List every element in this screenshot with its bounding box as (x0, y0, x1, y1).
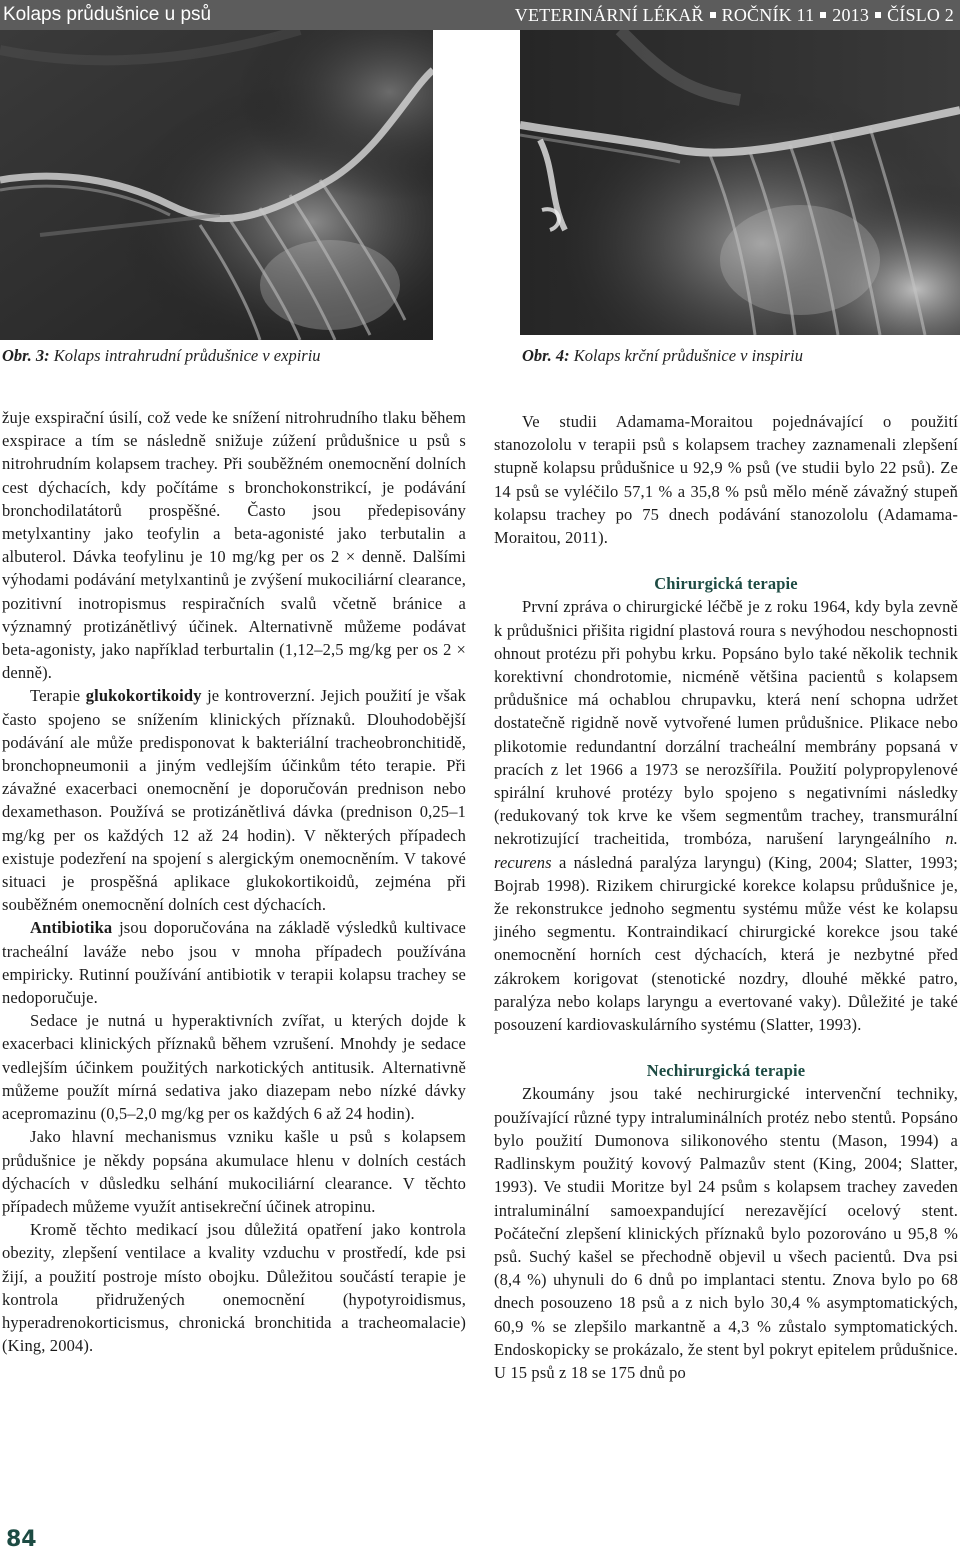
paragraph-glucocorticoids (2, 684, 466, 916)
journal-year: 2013 (832, 5, 870, 25)
figure-3-caption-text: Kolaps intrahrudní průdušnice v expiriu (53, 346, 321, 365)
term-n-recurens: n. recurens (494, 829, 958, 872)
journal-issue: ČÍSLO 2 (887, 5, 954, 25)
paragraph-stanozolol-study: Ve studii Adamama-Moraitou pojednávající o použití stanozololu v terapii psů s kolapsem trachey zaznamenali zlepšení stupně kolapsu průdušnice u 92,9 % psů (ve studii bylo 22 psů). Ze 14 psů se vyléčilo 57,1 % a 35,8 % psů mělo méně závažný stupeň kolapsu trachey po 75 dnech podávání stanozololu (Adamama-Moraitou, 2011). (494, 412, 958, 548)
left-column (2, 406, 466, 1357)
paragraph-antibiotics (2, 916, 466, 1009)
heading-nonsurgical-therapy: Nechirurgická terapie (646, 1061, 806, 1081)
section-title: Kolaps průdušnice u psů (3, 4, 212, 25)
xray-figure-4 (520, 30, 960, 335)
figure-4-label: Obr. 4: (522, 346, 570, 365)
paragraph-surgical-therapy (494, 595, 958, 1036)
page-number: 84 (6, 1527, 37, 1552)
xray-image-4 (520, 30, 960, 335)
right-column (494, 410, 958, 1384)
paragraph-nonsurgical-therapy: Zkoumány jsou také nechirurgické intervenční techniky, používající různé typy intraluminálních protéz nebo stentů. Popsáno bylo použití Dumonova silikonového stentu (Mason, 1994) a Radlinskym použitý kovový Palmazův stent (King, 2004; Slatter, 1993). Ve studii Moritze byl 24 psům s kolapsem trachey zaveden intraluminální samoexpandující nerezavějící ocelový stent. Počáteční zlepšení klinických příznaků bylo pozorováno u 95,8 % psů. Suchý kašel se přechodně objevil u všech pacientů. Dva psi (8,4 %) uhynuli do 6 dnů po implantaci stentu. Znova bylo po 68 dnech posouzeno 18 psů a z nich bylo 30,4 % asymptomatických, 60,9 % se zlepšilo markantně a 4,3 % zůstalo symptomatických. Endoskopicky se prokázalo, že stent byl pokryt epitelem průdušnice. U 15 psů z 18 se 175 dnů po (494, 1084, 958, 1382)
xray-figure-3 (0, 30, 433, 340)
paragraph-supportive-measures: Kromě těchto medikací jsou důležitá opatření jako kontrola obezity, zlepšení ventilace a kvality vzduchu v prostředí, kde psi žijí, a použití postroje místo obojku. Důležitou součástí terapie je kontrola přidružených onemocnění (hypotyroidismus, hyperadrenokorticismus, chronická bronchitida a tracheomalacie) (King, 2004). (2, 1220, 466, 1356)
journal-name: VETERINÁRNÍ LÉKAŘ (514, 5, 704, 25)
running-header (0, 0, 960, 30)
paragraph-sedation: Sedace je nutná u hyperaktivních zvířat, u kterých dojde k exacerbaci klinických příznaků během vzrušení. Mnohdy je sedace vedlejším účinkem použitých narkotických antitusik. Alternativně můžeme použít mírná sedativa jako diazepam nebo nízké dávky acepromazinu (0,5–2,0 mg/kg per os každých 6 až 24 hodin). (2, 1011, 466, 1124)
text-span: jsou doporučována na základě výsledků kultivace tracheální laváže nebo jsou v mnoha případech používána empiricky. Rutinní používání antibiotik v terapii kolapsu trachey se nedoporučuje. (2, 918, 466, 1008)
text-span: a následná paralýza laryngu) (King, 2004; Slatter, 1993; Bojrab 1998). Rizikem chirurgické korekce kolapsu průdušnice je, že rekonstrukce jednoho segmentu systému může vést ke kolapsu jiného segmentu. Kontraindikací chirurgické korekce jsou také onemocnění horních cest dýchacích, která je nezbytné před zákrokem korigovat (stenotické nozdry, dlouhé měkké patro, paralýza nebo kolaps laryngu a evertované vaky). Důležité je také posouzení kardiovaskulárního systému (Slatter, 1993). (494, 852, 959, 1035)
heading-surgical-therapy: Chirurgická terapie (654, 574, 798, 594)
paragraph-cough-mechanism: Jako hlavní mechanismus vzniku kašle u psů s kolapsem průdušnice je někdy popsána akumulace hlenu v dolních cestách dýchacích v důsledku selhání mukociliární clearance. V těchto případech můžeme využít antisekreční účinek atropinu. (2, 1127, 466, 1216)
figure-3-label: Obr. 3: (2, 346, 50, 365)
figure-4-caption (522, 346, 803, 366)
separator-square-icon (875, 12, 881, 18)
journal-info (515, 5, 954, 26)
term-antibiotics: Antibiotika (30, 918, 113, 938)
text-span: je kontroverzní. Jejich použití je však často spojeno se snížením klinických příznaků. Dlouhodobější podávání ale může predisponovat k bakteriální tracheobronchitidě, bronchopneumonii a jiným vedlejším účinkům této terapie. Při závažné exacerbaci onemocnění je doporučován prednison nebo dexamethason. Používá se protizánětlivá dávka (prednison 0,25–1 mg/kg per os každých 12 až 24 hodin). V některých případech existuje podezření na spojení s alergickým onemocněním. V takové situaci je prospěšná aplikace glukokortikoidů, zejména při souběžném onemocnění dolních cest dýchacích. (2, 686, 466, 915)
xray-image-3 (0, 30, 433, 340)
term-glucocorticoids: glukokortikoidy (85, 686, 202, 706)
paragraph-bronchodilators: žuje exspirační úsilí, což vede ke snížení nitrohrudního tlaku během exspirace a tím se následně snižuje zúžení průdušnice u psů s nitrohrudním kolapsem trachey. Při souběžném onemocnění dolních cest dýchacích, kdy počítáme s bronchokonstrikcí, je podávání bronchodilatátorů prospěšné. Často jsou předepisovány metylxantiny jako teofylin a beta-agonisté jako terbutalin a albuterol. Dávka teofylinu je 10 mg/kg per os 2 × denně. Dalšími výhodami podávání metylxantinů je zvýšení mukociliární clearance, pozitivní inotropismus respiračních svalů včetně bránice a významný protizánětlivý účinek. Alternativně můžeme podávat beta-agonisty, jako například terburtalin (1,12–2,5 mg/kg per os 2 × denně). (2, 408, 466, 683)
figure-4-caption-text: Kolaps krční průdušnice v inspiriu (573, 346, 803, 365)
figure-3-caption (2, 346, 321, 366)
text-span: První zpráva o chirurgické léčbě je z roku 1964, kdy byla zevně k průdušnici přišita rigidní plastová roura s nevýhodou neschopnosti ohnout protézu při pohybu krku. Popsáno bylo také několik technik korektivní chondrotomie, nicméně většina pacientů s kolapsem průdušnice má ochablou chrupavku, která není schopna udržet dostatečně rigidně nově vytvořené lumen průdušnice. Plikace nebo plikotomie redundantní dorzální tracheální membrány popsaná v pracích z let 1966 a 1973 se nerozšířila. Použití polypropylenové spirální kruhové protézy bylo spojeno s negativními následky (redukovaný tok krve ke všem segmentům trachey, transmurální nekrotizující tracheitida, trombóza, narušení laryngeálního (494, 597, 958, 849)
separator-square-icon (820, 12, 826, 18)
text-span: Terapie (30, 686, 81, 706)
separator-square-icon (710, 12, 716, 18)
journal-volume: ROČNÍK 11 (721, 5, 815, 25)
